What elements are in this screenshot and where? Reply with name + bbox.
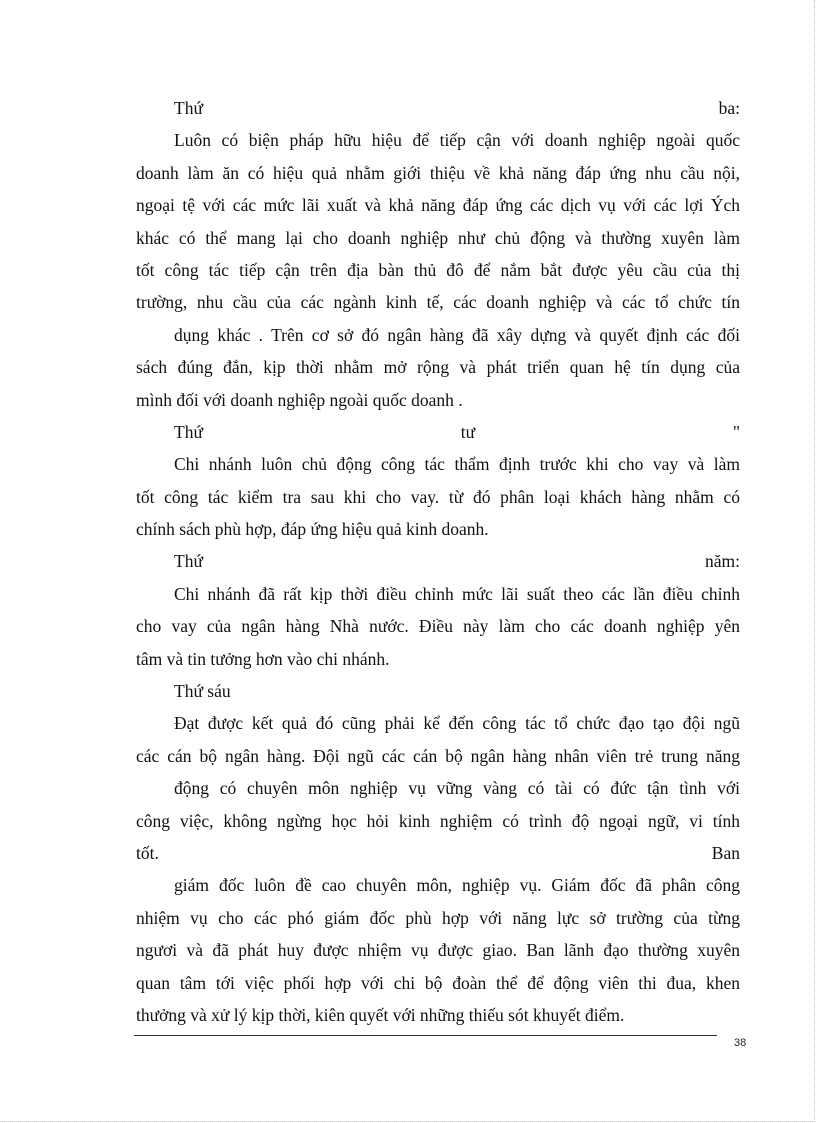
- line-left-word: Thứ: [174, 421, 203, 442]
- text-line: quan tâm tới việc phối hợp với chi bộ đoàn thể để động viên thi đua, khen: [136, 972, 740, 993]
- footer-rule: [134, 1035, 717, 1036]
- line-left-word: Thứ: [174, 98, 203, 118]
- text-line: [136, 92, 740, 124]
- text-line: trường, nhu cầu của các ngành kinh tế, các doanh nghiệp và các tổ chức tín: [136, 292, 740, 313]
- text-line: [136, 545, 740, 577]
- text-line: Thứ sáu: [174, 681, 231, 702]
- document-body: [136, 92, 740, 1031]
- text-line: động có chuyên môn nghiệp vụ vững vàng có tài có đức tận tình với: [174, 778, 740, 799]
- line-right-word: năm:: [705, 551, 740, 572]
- text-line: khác có thể mang lại cho doanh nghiệp như chủ động và thường xuyên làm: [136, 227, 740, 248]
- text-line: tốt công tác kiểm tra sau khi cho vay. từ đó phân loại khách hàng nhằm có: [136, 486, 740, 507]
- text-line: Chi nhánh luôn chủ động công tác thẩm định trước khi cho vay và làm: [174, 454, 740, 475]
- line-right-word: ": [732, 421, 740, 442]
- text-line: sách đúng đắn, kịp thời nhằm mở rộng và phát triển quan hệ tín dụng của: [136, 357, 740, 378]
- text-line: dụng khác . Trên cơ sở đó ngân hàng đã xây dựng và quyết định các đối: [174, 324, 740, 345]
- text-line: tốt công tác tiếp cận trên địa bàn thủ đô để nắm bắt được yêu cầu của thị: [136, 259, 740, 280]
- text-line: nhiệm vụ cho các phó giám đốc phù hợp với năng lực sở trường của từng: [136, 907, 740, 928]
- text-line: các cán bộ ngân hàng. Đội ngũ các cán bộ ngân hàng nhân viên trẻ trung năng: [136, 745, 740, 766]
- line-right-word: ba:: [718, 98, 740, 118]
- text-line: Luôn có biện pháp hữu hiệu để tiếp cận với doanh nghiệp ngoài quốc: [174, 130, 740, 151]
- line-right-word: Ban: [711, 842, 740, 863]
- text-line: ngoại tệ với các mức lãi xuất và khả năng đáp ứng các dịch vụ với các lợi Ých: [136, 195, 740, 216]
- text-line: doanh làm ăn có hiệu quả nhằm giới thiệu về khả năng đáp ứng nhu cầu nội,: [136, 162, 740, 183]
- text-line: chính sách phù hợp, đáp ứng hiệu quả kinh doanh.: [136, 519, 489, 540]
- line-mid-word: tư: [460, 421, 476, 442]
- page-number: 38: [734, 1037, 747, 1049]
- line-left-word: Thứ: [174, 551, 203, 572]
- text-line: công việc, không ngừng học hỏi kinh nghiệm có trình độ ngoại ngữ, vi tính: [136, 810, 740, 831]
- text-line: mình đối với doanh nghiệp ngoài quốc doanh .: [136, 389, 463, 410]
- text-line: giám đốc luôn đề cao chuyên môn, nghiệp vụ. Giám đốc đã phân công: [174, 875, 740, 896]
- text-line: cho vay của ngân hàng Nhà nước. Điều này làm cho các doanh nghiệp yên: [136, 616, 740, 637]
- text-line: [136, 837, 740, 869]
- text-line: [136, 416, 740, 448]
- text-line: ngươi và đã phát huy được nhiệm vụ được giao. Ban lãnh đạo thường xuyên: [136, 940, 740, 961]
- text-line: thưởng và xử lý kịp thời, kiên quyết với những thiếu sót khuyết điểm.: [136, 1004, 625, 1025]
- text-line: tâm và tin tưởng hơn vào chi nhánh.: [136, 648, 390, 669]
- line-left-word: tốt.: [136, 842, 159, 863]
- text-line: Chi nhánh đã rất kịp thời điều chỉnh mức lãi suất theo các lần điều chỉnh: [174, 583, 740, 604]
- text-line: Đạt được kết quả đó cũng phải kể đến công tác tổ chức đạo tạo đội ngũ: [174, 713, 740, 734]
